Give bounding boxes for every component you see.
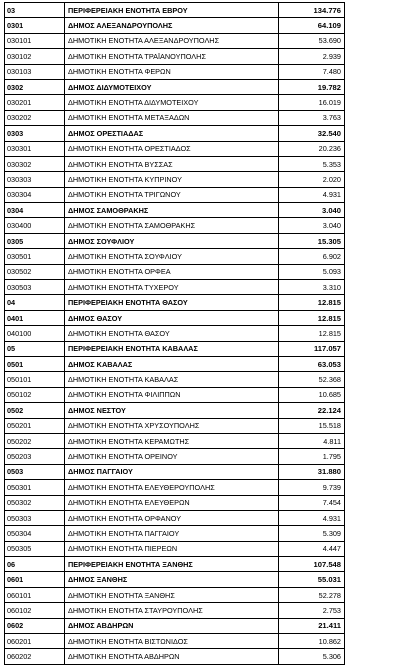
table-row-total [5, 341, 345, 356]
population-cell: 64.109 [279, 18, 345, 33]
code-cell: 040100 [5, 326, 65, 341]
area-name-cell: ΔΗΜΟΤΙΚΗ ΕΝΟΤΗΤΑ ΣΟΥΦΛΙΟΥ [65, 249, 279, 264]
table-row [5, 280, 345, 295]
code-cell: 05 [5, 341, 65, 356]
code-cell: 030502 [5, 264, 65, 279]
population-cell: 63.053 [279, 356, 345, 371]
table-row [5, 326, 345, 341]
area-name-cell: ΔΗΜΟΣ ΑΒΔΗΡΩΝ [65, 618, 279, 633]
area-name-cell: ΔΗΜΟΣ ΟΡΕΣΤΙΑΔΑΣ [65, 126, 279, 141]
table-body [5, 3, 345, 665]
population-cell: 15.518 [279, 418, 345, 433]
table-row-total [5, 203, 345, 218]
table-row [5, 49, 345, 64]
code-cell: 030102 [5, 49, 65, 64]
table-row-total [5, 310, 345, 325]
code-cell: 0305 [5, 233, 65, 248]
area-name-cell: ΔΗΜΟΣ ΔΙΔΥΜΟΤΕΙΧΟΥ [65, 79, 279, 94]
table-row [5, 449, 345, 464]
code-cell: 0501 [5, 356, 65, 371]
table-row [5, 249, 345, 264]
population-cell: 1.795 [279, 449, 345, 464]
table-row [5, 480, 345, 495]
population-cell: 5.306 [279, 649, 345, 664]
table-row-total [5, 356, 345, 371]
population-cell: 12.815 [279, 310, 345, 325]
area-name-cell: ΔΗΜΟΣ ΚΑΒΑΛΑΣ [65, 356, 279, 371]
area-name-cell: ΔΗΜΟΤΙΚΗ ΕΝΟΤΗΤΑ ΚΑΒΑΛΑΣ [65, 372, 279, 387]
area-name-cell: ΔΗΜΟΤΙΚΗ ΕΝΟΤΗΤΑ ΟΡΕΙΝΟΥ [65, 449, 279, 464]
table-row [5, 495, 345, 510]
population-cell: 2.939 [279, 49, 345, 64]
area-name-cell: ΔΗΜΟΤΙΚΗ ΕΝΟΤΗΤΑ ΑΒΔΗΡΩΝ [65, 649, 279, 664]
area-name-cell: ΠΕΡΙΦΕΡΕΙΑΚΗ ΕΝΟΤΗΤΑ ΚΑΒΑΛΑΣ [65, 341, 279, 356]
area-name-cell: ΔΗΜΟΤΙΚΗ ΕΝΟΤΗΤΑ ΣΤΑΥΡΟΥΠΟΛΗΣ [65, 603, 279, 618]
area-name-cell: ΔΗΜΟΤΙΚΗ ΕΝΟΤΗΤΑ ΞΑΝΘΗΣ [65, 587, 279, 602]
population-cell: 52.368 [279, 372, 345, 387]
population-cell: 53.690 [279, 33, 345, 48]
code-cell: 050304 [5, 526, 65, 541]
code-cell: 0602 [5, 618, 65, 633]
population-cell: 3.040 [279, 218, 345, 233]
area-name-cell: ΔΗΜΟΤΙΚΗ ΕΝΟΤΗΤΑ ΑΛΕΞΑΝΔΡΟΥΠΟΛΗΣ [65, 33, 279, 48]
population-cell: 2.753 [279, 603, 345, 618]
area-name-cell: ΔΗΜΟΤΙΚΗ ΕΝΟΤΗΤΑ ΕΛΕΥΘΕΡΩΝ [65, 495, 279, 510]
area-name-cell: ΔΗΜΟΤΙΚΗ ΕΝΟΤΗΤΑ ΠΑΓΓΑΙΟΥ [65, 526, 279, 541]
population-cell: 107.548 [279, 557, 345, 572]
code-cell: 060202 [5, 649, 65, 664]
code-cell: 050102 [5, 387, 65, 402]
population-cell: 3.040 [279, 203, 345, 218]
table-row-total [5, 233, 345, 248]
code-cell: 060102 [5, 603, 65, 618]
area-name-cell: ΠΕΡΙΦΕΡΕΙΑΚΗ ΕΝΟΤΗΤΑ ΘΑΣΟΥ [65, 295, 279, 310]
population-cell: 16.019 [279, 95, 345, 110]
population-cell: 32.540 [279, 126, 345, 141]
table-row [5, 587, 345, 602]
population-cell: 21.411 [279, 618, 345, 633]
population-cell: 19.782 [279, 79, 345, 94]
table-row [5, 649, 345, 664]
code-cell: 030304 [5, 187, 65, 202]
population-cell: 3.763 [279, 110, 345, 125]
code-cell: 050101 [5, 372, 65, 387]
code-cell: 030103 [5, 64, 65, 79]
population-cell: 55.031 [279, 572, 345, 587]
table-row [5, 264, 345, 279]
area-name-cell: ΠΕΡΙΦΕΡΕΙΑΚΗ ΕΝΟΤΗΤΑ ΕΒΡΟΥ [65, 3, 279, 18]
area-name-cell: ΔΗΜΟΤΙΚΗ ΕΝΟΤΗΤΑ ΤΡΙΓΩΝΟΥ [65, 187, 279, 202]
table-row [5, 95, 345, 110]
population-table [4, 2, 345, 665]
table-row [5, 387, 345, 402]
table-row [5, 187, 345, 202]
area-name-cell: ΔΗΜΟΤΙΚΗ ΕΝΟΤΗΤΑ ΜΕΤΑΞΑΔΩΝ [65, 110, 279, 125]
table-row [5, 433, 345, 448]
table-row [5, 33, 345, 48]
area-name-cell: ΔΗΜΟΤΙΚΗ ΕΝΟΤΗΤΑ ΒΥΣΣΑΣ [65, 156, 279, 171]
code-cell: 060201 [5, 634, 65, 649]
population-cell: 52.278 [279, 587, 345, 602]
table-row [5, 141, 345, 156]
table-row-total [5, 403, 345, 418]
population-cell: 12.815 [279, 326, 345, 341]
area-name-cell: ΔΗΜΟΤΙΚΗ ΕΝΟΤΗΤΑ ΠΙΕΡΕΩΝ [65, 541, 279, 556]
area-name-cell: ΔΗΜΟΣ ΠΑΓΓΑΙΟΥ [65, 464, 279, 479]
table-row-total [5, 557, 345, 572]
area-name-cell: ΔΗΜΟΣ ΑΛΕΞΑΝΔΡΟΥΠΟΛΗΣ [65, 18, 279, 33]
code-cell: 030301 [5, 141, 65, 156]
table-row-total [5, 126, 345, 141]
code-cell: 03 [5, 3, 65, 18]
population-cell: 6.902 [279, 249, 345, 264]
population-cell: 12.815 [279, 295, 345, 310]
table-row-total [5, 18, 345, 33]
population-cell: 134.776 [279, 3, 345, 18]
area-name-cell: ΔΗΜΟΤΙΚΗ ΕΝΟΤΗΤΑ ΕΛΕΥΘΕΡΟΥΠΟΛΗΣ [65, 480, 279, 495]
area-name-cell: ΔΗΜΟΤΙΚΗ ΕΝΟΤΗΤΑ ΟΡΕΣΤΙΑΔΟΣ [65, 141, 279, 156]
code-cell: 060101 [5, 587, 65, 602]
code-cell: 0304 [5, 203, 65, 218]
area-name-cell: ΔΗΜΟΣ ΣΟΥΦΛΙΟΥ [65, 233, 279, 248]
table-row [5, 172, 345, 187]
population-cell: 5.309 [279, 526, 345, 541]
area-name-cell: ΔΗΜΟΤΙΚΗ ΕΝΟΤΗΤΑ ΚΥΠΡΙΝΟΥ [65, 172, 279, 187]
population-cell: 7.454 [279, 495, 345, 510]
population-cell: 117.057 [279, 341, 345, 356]
population-cell: 5.353 [279, 156, 345, 171]
area-name-cell: ΔΗΜΟΤΙΚΗ ΕΝΟΤΗΤΑ ΘΑΣΟΥ [65, 326, 279, 341]
population-cell: 2.020 [279, 172, 345, 187]
population-cell: 7.480 [279, 64, 345, 79]
population-cell: 9.739 [279, 480, 345, 495]
table-row [5, 603, 345, 618]
table-row [5, 218, 345, 233]
code-cell: 030302 [5, 156, 65, 171]
population-cell: 20.236 [279, 141, 345, 156]
area-name-cell: ΔΗΜΟΤΙΚΗ ΕΝΟΤΗΤΑ ΟΡΦΕΑ [65, 264, 279, 279]
code-cell: 0502 [5, 403, 65, 418]
table-row [5, 526, 345, 541]
code-cell: 030501 [5, 249, 65, 264]
population-cell: 15.305 [279, 233, 345, 248]
population-cell: 5.093 [279, 264, 345, 279]
population-cell: 31.880 [279, 464, 345, 479]
area-name-cell: ΔΗΜΟΣ ΘΑΣΟΥ [65, 310, 279, 325]
table-row [5, 510, 345, 525]
population-cell: 4.811 [279, 433, 345, 448]
code-cell: 030503 [5, 280, 65, 295]
population-cell: 4.931 [279, 510, 345, 525]
table-row-total [5, 618, 345, 633]
area-name-cell: ΔΗΜΟΣ ΞΑΝΘΗΣ [65, 572, 279, 587]
code-cell: 030202 [5, 110, 65, 125]
area-name-cell: ΔΗΜΟΤΙΚΗ ΕΝΟΤΗΤΑ ΚΕΡΑΜΩΤΗΣ [65, 433, 279, 448]
code-cell: 050201 [5, 418, 65, 433]
table-row [5, 634, 345, 649]
code-cell: 030201 [5, 95, 65, 110]
code-cell: 04 [5, 295, 65, 310]
population-cell: 10.862 [279, 634, 345, 649]
table-row [5, 110, 345, 125]
code-cell: 050302 [5, 495, 65, 510]
area-name-cell: ΔΗΜΟΤΙΚΗ ΕΝΟΤΗΤΑ ΔΙΔΥΜΟΤΕΙΧΟΥ [65, 95, 279, 110]
code-cell: 030303 [5, 172, 65, 187]
population-cell: 22.124 [279, 403, 345, 418]
population-cell: 4.447 [279, 541, 345, 556]
area-name-cell: ΔΗΜΟΤΙΚΗ ΕΝΟΤΗΤΑ ΦΕΡΩΝ [65, 64, 279, 79]
table-row [5, 64, 345, 79]
code-cell: 030101 [5, 33, 65, 48]
code-cell: 0301 [5, 18, 65, 33]
code-cell: 06 [5, 557, 65, 572]
table-row [5, 372, 345, 387]
area-name-cell: ΔΗΜΟΤΙΚΗ ΕΝΟΤΗΤΑ ΣΑΜΟΘΡΑΚΗΣ [65, 218, 279, 233]
table-row-total [5, 295, 345, 310]
area-name-cell: ΔΗΜΟΤΙΚΗ ΕΝΟΤΗΤΑ ΦΙΛΙΠΠΩΝ [65, 387, 279, 402]
code-cell: 050301 [5, 480, 65, 495]
table-row [5, 541, 345, 556]
table-row-total [5, 79, 345, 94]
table-row [5, 156, 345, 171]
code-cell: 0302 [5, 79, 65, 94]
area-name-cell: ΔΗΜΟΣ ΝΕΣΤΟΥ [65, 403, 279, 418]
population-cell: 4.931 [279, 187, 345, 202]
area-name-cell: ΔΗΜΟΤΙΚΗ ΕΝΟΤΗΤΑ ΟΡΦΑΝΟΥ [65, 510, 279, 525]
table-row-total [5, 3, 345, 18]
area-name-cell: ΔΗΜΟΤΙΚΗ ΕΝΟΤΗΤΑ ΤΥΧΕΡΟΥ [65, 280, 279, 295]
table-row [5, 418, 345, 433]
population-cell: 3.310 [279, 280, 345, 295]
code-cell: 050202 [5, 433, 65, 448]
code-cell: 050303 [5, 510, 65, 525]
code-cell: 050305 [5, 541, 65, 556]
area-name-cell: ΔΗΜΟΤΙΚΗ ΕΝΟΤΗΤΑ ΒΙΣΤΩΝΙΔΟΣ [65, 634, 279, 649]
area-name-cell: ΔΗΜΟΤΙΚΗ ΕΝΟΤΗΤΑ ΤΡΑΪΑΝΟΥΠΟΛΗΣ [65, 49, 279, 64]
table-row-total [5, 572, 345, 587]
code-cell: 050203 [5, 449, 65, 464]
code-cell: 0503 [5, 464, 65, 479]
population-cell: 10.685 [279, 387, 345, 402]
table-row-total [5, 464, 345, 479]
code-cell: 0601 [5, 572, 65, 587]
code-cell: 0401 [5, 310, 65, 325]
code-cell: 0303 [5, 126, 65, 141]
area-name-cell: ΠΕΡΙΦΕΡΕΙΑΚΗ ΕΝΟΤΗΤΑ ΞΑΝΘΗΣ [65, 557, 279, 572]
area-name-cell: ΔΗΜΟΣ ΣΑΜΟΘΡΑΚΗΣ [65, 203, 279, 218]
area-name-cell: ΔΗΜΟΤΙΚΗ ΕΝΟΤΗΤΑ ΧΡΥΣΟΥΠΟΛΗΣ [65, 418, 279, 433]
code-cell: 030400 [5, 218, 65, 233]
